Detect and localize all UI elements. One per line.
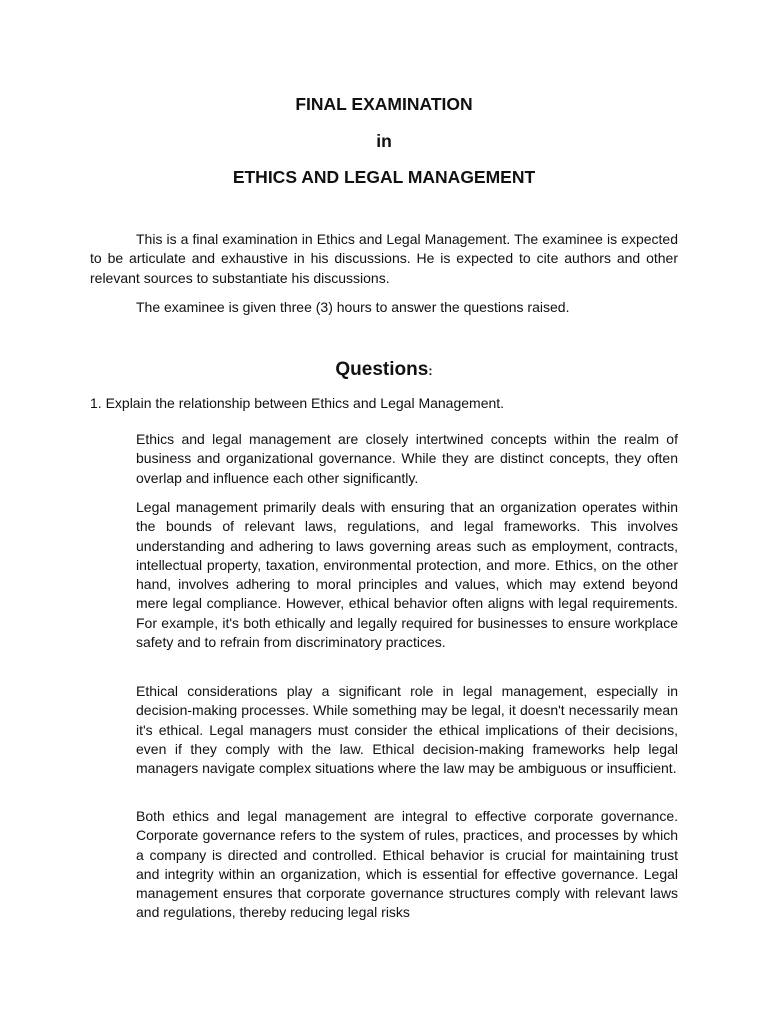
exam-title-connector: in [376, 131, 392, 151]
intro-paragraph: This is a final examination in Ethics and Legal Management. The examinee is expected to be articulate and exhaustive in his discussions. He is expected to cite authors and other relevant sources to substantiate his discussions. [90, 231, 678, 286]
exam-title: FINAL EXAMINATION [295, 94, 473, 114]
question-1: 1. Explain the relationship between Ethics and Legal Management. [90, 395, 505, 411]
answer-paragraph-2: Legal management primarily deals with ensuring that an organization operates within the bounds of relevant laws, regulations, and legal frameworks. This involves understanding and adhering to laws governing areas such as employment, contracts, intellectual property, taxation, environmental protection, and more. Ethics, on the other hand, involves adhering to moral principles and values, which may extend beyond mere legal compliance. However, ethical behavior often aligns with legal requirements. For example, it's both ethically and legally required for businesses to ensure workplace safety and to refrain from discriminatory practices. [136, 499, 678, 651]
questions-heading-colon: : [428, 363, 433, 378]
questions-heading [0, 359, 768, 382]
exam-subject-title: ETHICS AND LEGAL MANAGEMENT [232, 167, 536, 187]
answer-paragraph-3: Ethical considerations play a significant role in legal management, especially in decision-making processes. While something may be legal, it doesn't necessarily mean it's ethical. Legal managers must consider the ethical implications of their decisions, even if they comply with the law. Ethical decision-making frameworks help legal managers navigate complex situations where the law may be ambiguous or insufficient. [136, 683, 678, 777]
time-allotment-paragraph: The examinee is given three (3) hours to answer the questions raised. [136, 299, 570, 315]
questions-heading-text: Questions [335, 359, 429, 380]
answer-paragraph-1: Ethics and legal management are closely intertwined concepts within the realm of business and organizational governance. While they are distinct concepts, they often overlap and influence each other significantly. [136, 431, 678, 486]
answer-paragraph-4: Both ethics and legal management are integral to effective corporate governance. Corporate governance refers to the system of rules, practices, and processes by which a company is directed and controlled. Ethical behavior is crucial for maintaining trust and integrity within an organization, which is essential for effective governance. Legal management ensures that corporate governance structures comply with relevant laws and regulations, thereby reducing legal risks [136, 808, 678, 921]
